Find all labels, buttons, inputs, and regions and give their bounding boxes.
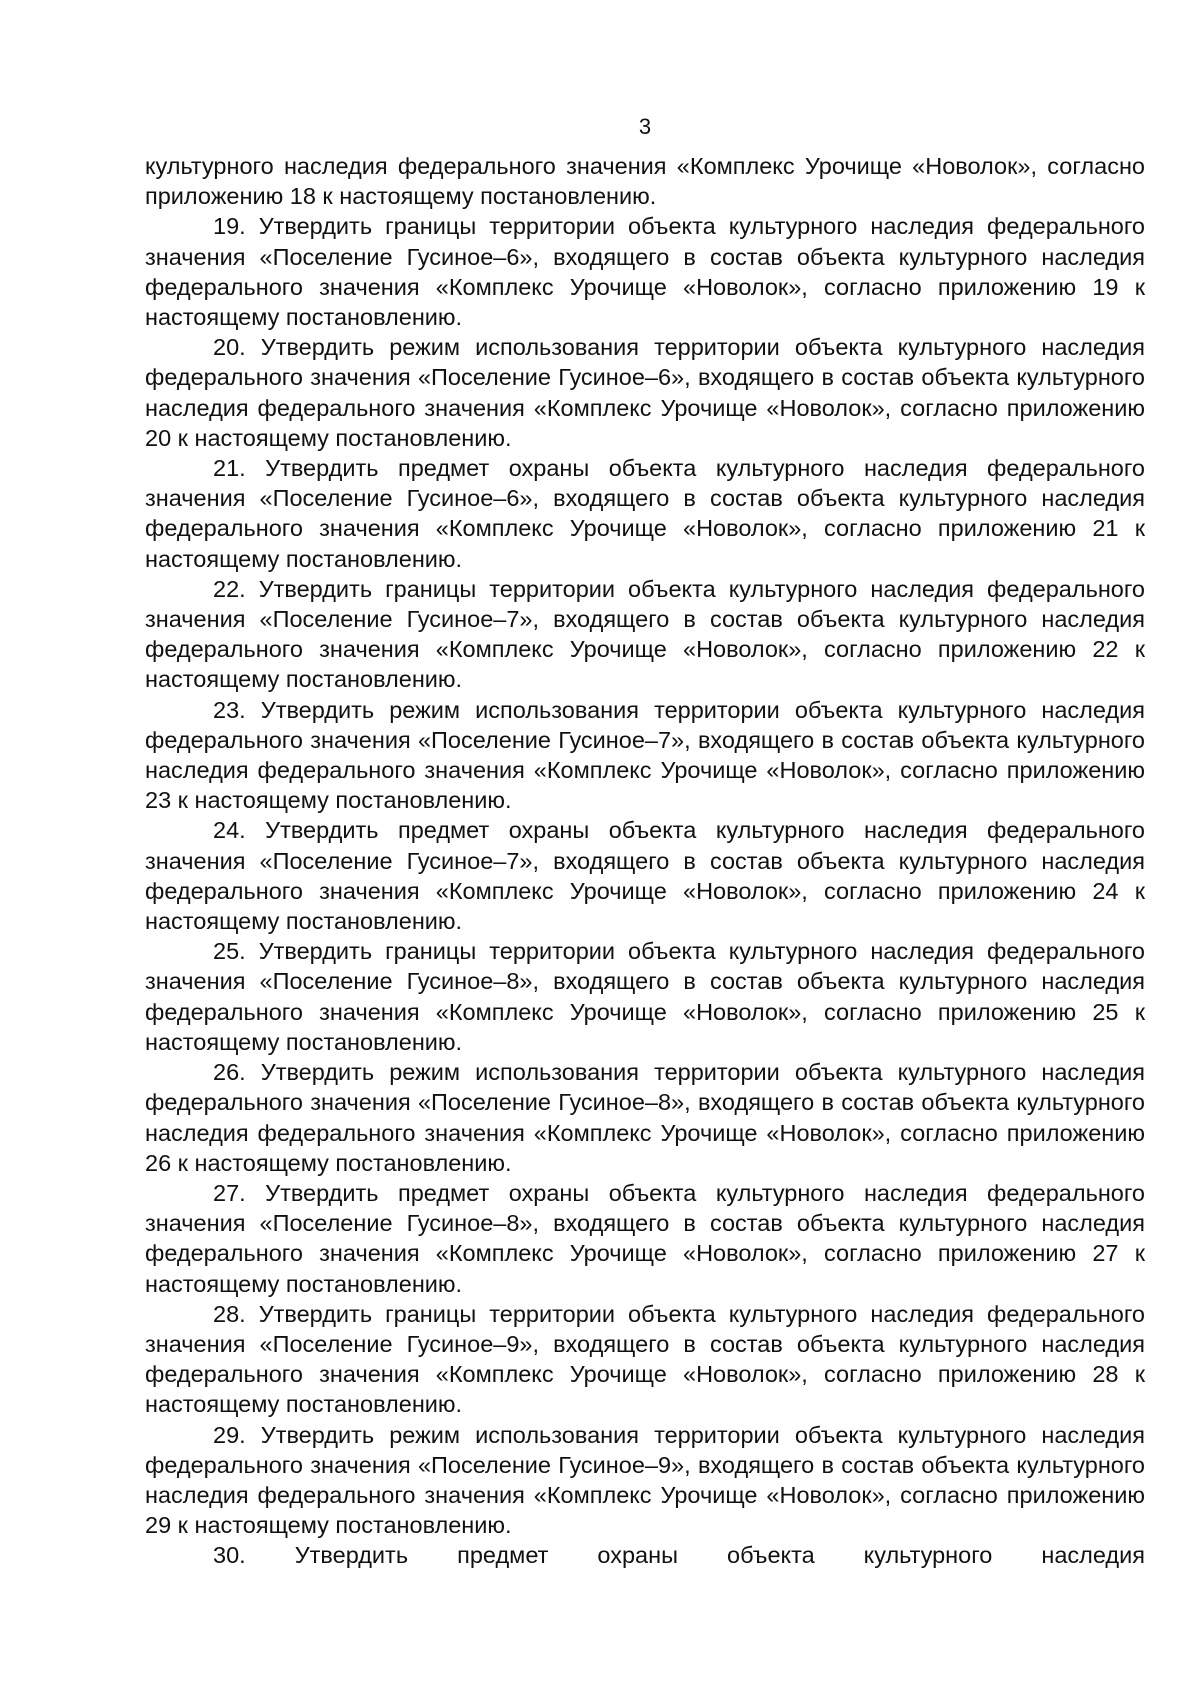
page-number: 3 (638, 114, 652, 139)
paragraph-item-21: 21. Утвердить предмет охраны объекта культурного наследия федерального значения «Поселение Гусиное–6», входящего в состав объекта культурного наследия федерального значения «Комплекс Урочище «Новолок», согласно приложению 21 к настоящему постановлению. (145, 455, 1145, 572)
paragraph-item-24: 24. Утвердить предмет охраны объекта культурного наследия федерального значения «Поселение Гусиное–7», входящего в состав объекта культурного наследия федерального значения «Комплекс Урочище «Новолок», согласно приложению 24 к настоящему постановлению. (145, 817, 1145, 935)
paragraph-item-27: 27. Утвердить предмет охраны объекта культурного наследия федерального значения «Поселение Гусиное–8», входящего в состав объекта культурного наследия федерального значения «Комплекс Урочище «Новолок», согласно приложению 27 к настоящему постановлению. (145, 1179, 1145, 1297)
continuation-paragraph: культурного наследия федерального значения «Комплекс Урочище «Новолок», согласно приложению 18 к настоящему постановлению. (145, 153, 1145, 210)
paragraph-item-30: 30. Утвердить предмет охраны объекта культурного наследия (213, 1542, 1145, 1569)
document-page (145, 112, 1145, 1571)
paragraph-item-19: 19. Утвердить границы территории объекта культурного наследия федерального значения «Поселение Гусиное–6», входящего в состав объекта культурного наследия федерального значения «Комплекс Урочище «Новолок», согласно приложению 19 к настоящему постановлению. (145, 213, 1145, 331)
paragraph-item-29: 29. Утвердить режим использования территории объекта культурного наследия федерального значения «Поселение Гусиное–9», входящего в состав объекта культурного наследия федерального значения «Комплекс Урочище «Новолок», согласно приложению 29 к настоящему постановлению. (145, 1421, 1145, 1539)
paragraph-item-20: 20. Утвердить режим использования территории объекта культурного наследия федерального значения «Поселение Гусиное–6», входящего в состав объекта культурного наследия федерального значения «Комплекс Урочище «Новолок», согласно приложению 20 к настоящему постановлению. (145, 334, 1145, 451)
paragraph-item-23: 23. Утвердить режим использования территории объекта культурного наследия федерального значения «Поселение Гусиное–7», входящего в состав объекта культурного наследия федерального значения «Комплекс Урочище «Новолок», согласно приложению 23 к настоящему постановлению. (145, 696, 1145, 814)
paragraph-item-26: 26. Утвердить режим использования территории объекта культурного наследия федерального значения «Поселение Гусиное–8», входящего в состав объекта культурного наследия федерального значения «Комплекс Урочище «Новолок», согласно приложению 26 к настоящему постановлению. (145, 1059, 1145, 1176)
paragraph-item-28: 28. Утвердить границы территории объекта культурного наследия федерального значения «Поселение Гусиное–9», входящего в состав объекта культурного наследия федерального значения «Комплекс Урочище «Новолок», согласно приложению 28 к настоящему постановлению. (145, 1300, 1145, 1418)
paragraph-item-22: 22. Утвердить границы территории объекта культурного наследия федерального значения «Поселение Гусиное–7», входящего в состав объекта культурного наследия федерального значения «Комплекс Урочище «Новолок», согласно приложению 22 к настоящему постановлению. (145, 575, 1145, 693)
paragraph-item-25: 25. Утвердить границы территории объекта культурного наследия федерального значения «Поселение Гусиное–8», входящего в состав объекта культурного наследия федерального значения «Комплекс Урочище «Новолок», согласно приложению 25 к настоящему постановлению. (145, 938, 1145, 1055)
